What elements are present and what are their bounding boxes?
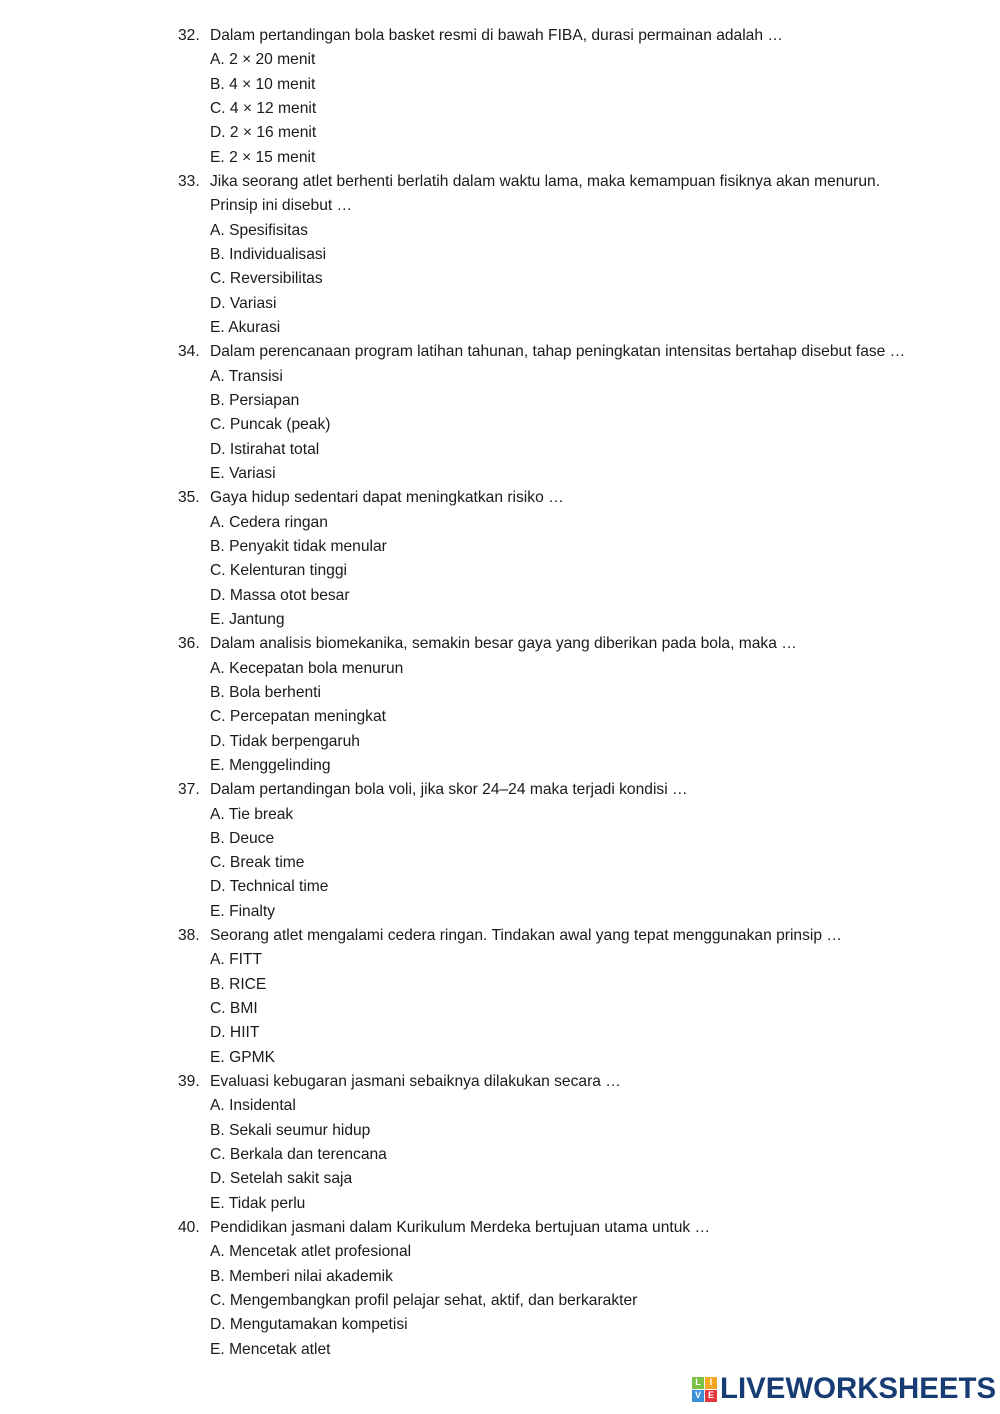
answer-option-text: C. Percepatan meningkat [210, 708, 386, 726]
answer-option [0, 584, 1000, 608]
question-38 [0, 924, 1000, 1070]
answer-option-text: E. Variasi [210, 464, 276, 482]
answer-option-text: A. Tie break [210, 805, 294, 823]
answer-option-text: C. Break time [210, 854, 305, 872]
question-33 [0, 170, 1000, 340]
answer-option-text: A. 2 × 20 menit [210, 51, 316, 69]
logo-text: LIVEWORKSHEETS [720, 1372, 997, 1405]
question-number: 33. [178, 172, 200, 190]
answer-option [0, 875, 1000, 899]
answer-option [0, 803, 1000, 827]
answer-option-text: C. Puncak (peak) [210, 416, 331, 434]
question-text: Jika seorang atlet berhenti berlatih dalam waktu lama, maka kemampuan fisiknya akan menurun. [210, 172, 881, 190]
question-35 [0, 486, 1000, 632]
answer-option [0, 1265, 1000, 1289]
answer-option [0, 1289, 1000, 1313]
question-number: 32. [178, 27, 200, 44]
answer-option [0, 900, 1000, 924]
answer-option-text: A. Mencetak atlet profesional [210, 1243, 412, 1261]
question-text: Gaya hidup sedentari dapat meningkatkan risiko … [210, 489, 564, 507]
answer-option-text: D. Technical time [210, 878, 329, 896]
answer-option-text: B. Persiapan [210, 391, 300, 409]
answer-option-text: A. Cedera ringan [210, 513, 328, 531]
answer-option-text: A. FITT [210, 951, 262, 969]
answer-option [0, 730, 1000, 754]
answer-option-text: E. Finalty [210, 902, 275, 920]
answer-option [0, 535, 1000, 559]
question-36 [0, 632, 1000, 778]
question-text: Dalam pertandingan bola basket resmi di bawah FIBA, durasi permainan adalah … [210, 27, 783, 44]
logo-tile: E [705, 1390, 717, 1402]
question-text: Evaluasi kebugaran jasmani sebaiknya dilakukan secara … [210, 1073, 621, 1091]
answer-option [0, 1167, 1000, 1191]
answer-option-text: B. Deuce [210, 829, 275, 847]
answer-option [0, 559, 1000, 583]
question-stem-line [0, 194, 1000, 218]
answer-option [0, 681, 1000, 705]
answer-option-text: C. Kelenturan tinggi [210, 562, 347, 580]
answer-option-text: E. Jantung [210, 610, 285, 628]
answer-option-text: E. Mencetak atlet [210, 1340, 331, 1358]
liveworksheets-logo [692, 1372, 1000, 1405]
logo-tile: V [692, 1390, 704, 1402]
answer-option-text: A. Spesifisitas [210, 221, 308, 239]
question-stem-line [0, 170, 1000, 194]
question-stem-line [0, 924, 1000, 948]
question-number: 40. [178, 1219, 200, 1237]
question-stem-line [0, 778, 1000, 802]
answer-option [0, 657, 1000, 681]
question-32 [0, 24, 1000, 170]
logo-tile: L [692, 1377, 704, 1389]
answer-option-text: E. Tidak perlu [210, 1194, 306, 1212]
answer-option-text: E. 2 × 15 menit [210, 148, 316, 166]
answer-option [0, 97, 1000, 121]
question-39 [0, 1070, 1000, 1216]
answer-option-text: E. GPMK [210, 1048, 275, 1066]
answer-option [0, 121, 1000, 145]
answer-option-text: C. Reversibilitas [210, 270, 323, 288]
answer-option [0, 1143, 1000, 1167]
answer-option [0, 365, 1000, 389]
answer-option [0, 973, 1000, 997]
answer-option [0, 1192, 1000, 1216]
logo-tile: I [705, 1377, 717, 1389]
answer-option [0, 462, 1000, 486]
answer-option-text: D. Massa otot besar [210, 586, 350, 604]
answer-option [0, 316, 1000, 340]
question-stem-line [0, 632, 1000, 656]
answer-option [0, 267, 1000, 291]
answer-option-text: C. Mengembangkan profil pelajar sehat, aktif, dan berkarakter [210, 1292, 638, 1310]
question-number: 38. [178, 927, 200, 945]
answer-option [0, 73, 1000, 97]
answer-option [0, 1021, 1000, 1045]
question-number: 36. [178, 635, 200, 653]
answer-option [0, 511, 1000, 535]
answer-option [0, 948, 1000, 972]
answer-option-text: B. RICE [210, 975, 267, 993]
answer-option-text: D. Mengutamakan kompetisi [210, 1316, 408, 1334]
worksheet-questions [0, 24, 1000, 1362]
answer-option-text: B. Sekali seumur hidup [210, 1121, 371, 1139]
answer-option [0, 1338, 1000, 1362]
question-text: Prinsip ini disebut … [210, 197, 353, 215]
answer-option [0, 1046, 1000, 1070]
answer-option-text: E. Akurasi [210, 318, 281, 336]
answer-option-text: A. Insidental [210, 1097, 296, 1115]
answer-option [0, 292, 1000, 316]
answer-option-text: B. Penyakit tidak menular [210, 537, 387, 555]
answer-option-text: B. 4 × 10 menit [210, 75, 316, 93]
answer-option [0, 146, 1000, 170]
answer-option [0, 389, 1000, 413]
answer-option-text: A. Transisi [210, 367, 283, 385]
answer-option [0, 438, 1000, 462]
question-number: 37. [178, 781, 200, 799]
answer-option-text: C. BMI [210, 1000, 258, 1018]
answer-option [0, 754, 1000, 778]
answer-option [0, 827, 1000, 851]
answer-option [0, 997, 1000, 1021]
question-text: Seorang atlet mengalami cedera ringan. Tindakan awal yang tepat menggunakan prinsip … [210, 927, 842, 945]
answer-option-text: D. Tidak berpengaruh [210, 732, 360, 750]
answer-option-text: D. Variasi [210, 294, 277, 312]
answer-option-text: D. 2 × 16 menit [210, 124, 317, 142]
answer-option [0, 1094, 1000, 1118]
answer-option-text: D. Istirahat total [210, 440, 320, 458]
answer-option [0, 851, 1000, 875]
answer-option-text: E. Menggelinding [210, 756, 331, 774]
question-34 [0, 340, 1000, 486]
question-stem-line [0, 1070, 1000, 1094]
answer-option [0, 705, 1000, 729]
question-number: 34. [178, 343, 200, 361]
answer-option-text: B. Memberi nilai akademik [210, 1267, 393, 1285]
question-stem-line [0, 340, 1000, 364]
question-text: Dalam analisis biomekanika, semakin besar gaya yang diberikan pada bola, maka … [210, 635, 797, 653]
question-text: Dalam perencanaan program latihan tahunan, tahap peningkatan intensitas bertahap disebut fase … [210, 343, 906, 361]
answer-option-text: B. Bola berhenti [210, 683, 321, 701]
answer-option [0, 1119, 1000, 1143]
answer-option [0, 1313, 1000, 1337]
answer-option-text: C. Berkala dan terencana [210, 1146, 387, 1164]
answer-option [0, 1240, 1000, 1264]
live-tiles-icon [692, 1377, 717, 1402]
question-40 [0, 1216, 1000, 1362]
question-text: Pendidikan jasmani dalam Kurikulum Merdeka bertujuan utama untuk … [210, 1219, 711, 1237]
question-stem-line [0, 486, 1000, 510]
question-stem-line [0, 24, 1000, 48]
question-number: 39. [178, 1073, 200, 1091]
answer-option [0, 48, 1000, 72]
answer-option-text: D. Setelah sakit saja [210, 1170, 353, 1188]
question-37 [0, 778, 1000, 924]
question-stem-line [0, 1216, 1000, 1240]
answer-option [0, 243, 1000, 267]
answer-option [0, 219, 1000, 243]
answer-option-text: D. HIIT [210, 1024, 260, 1042]
question-text: Dalam pertandingan bola voli, jika skor 24–24 maka terjadi kondisi … [210, 781, 688, 799]
answer-option [0, 413, 1000, 437]
answer-option [0, 608, 1000, 632]
answer-option-text: A. Kecepatan bola menurun [210, 659, 404, 677]
answer-option-text: B. Individualisasi [210, 245, 327, 263]
answer-option-text: C. 4 × 12 menit [210, 99, 317, 117]
question-number: 35. [178, 489, 200, 507]
